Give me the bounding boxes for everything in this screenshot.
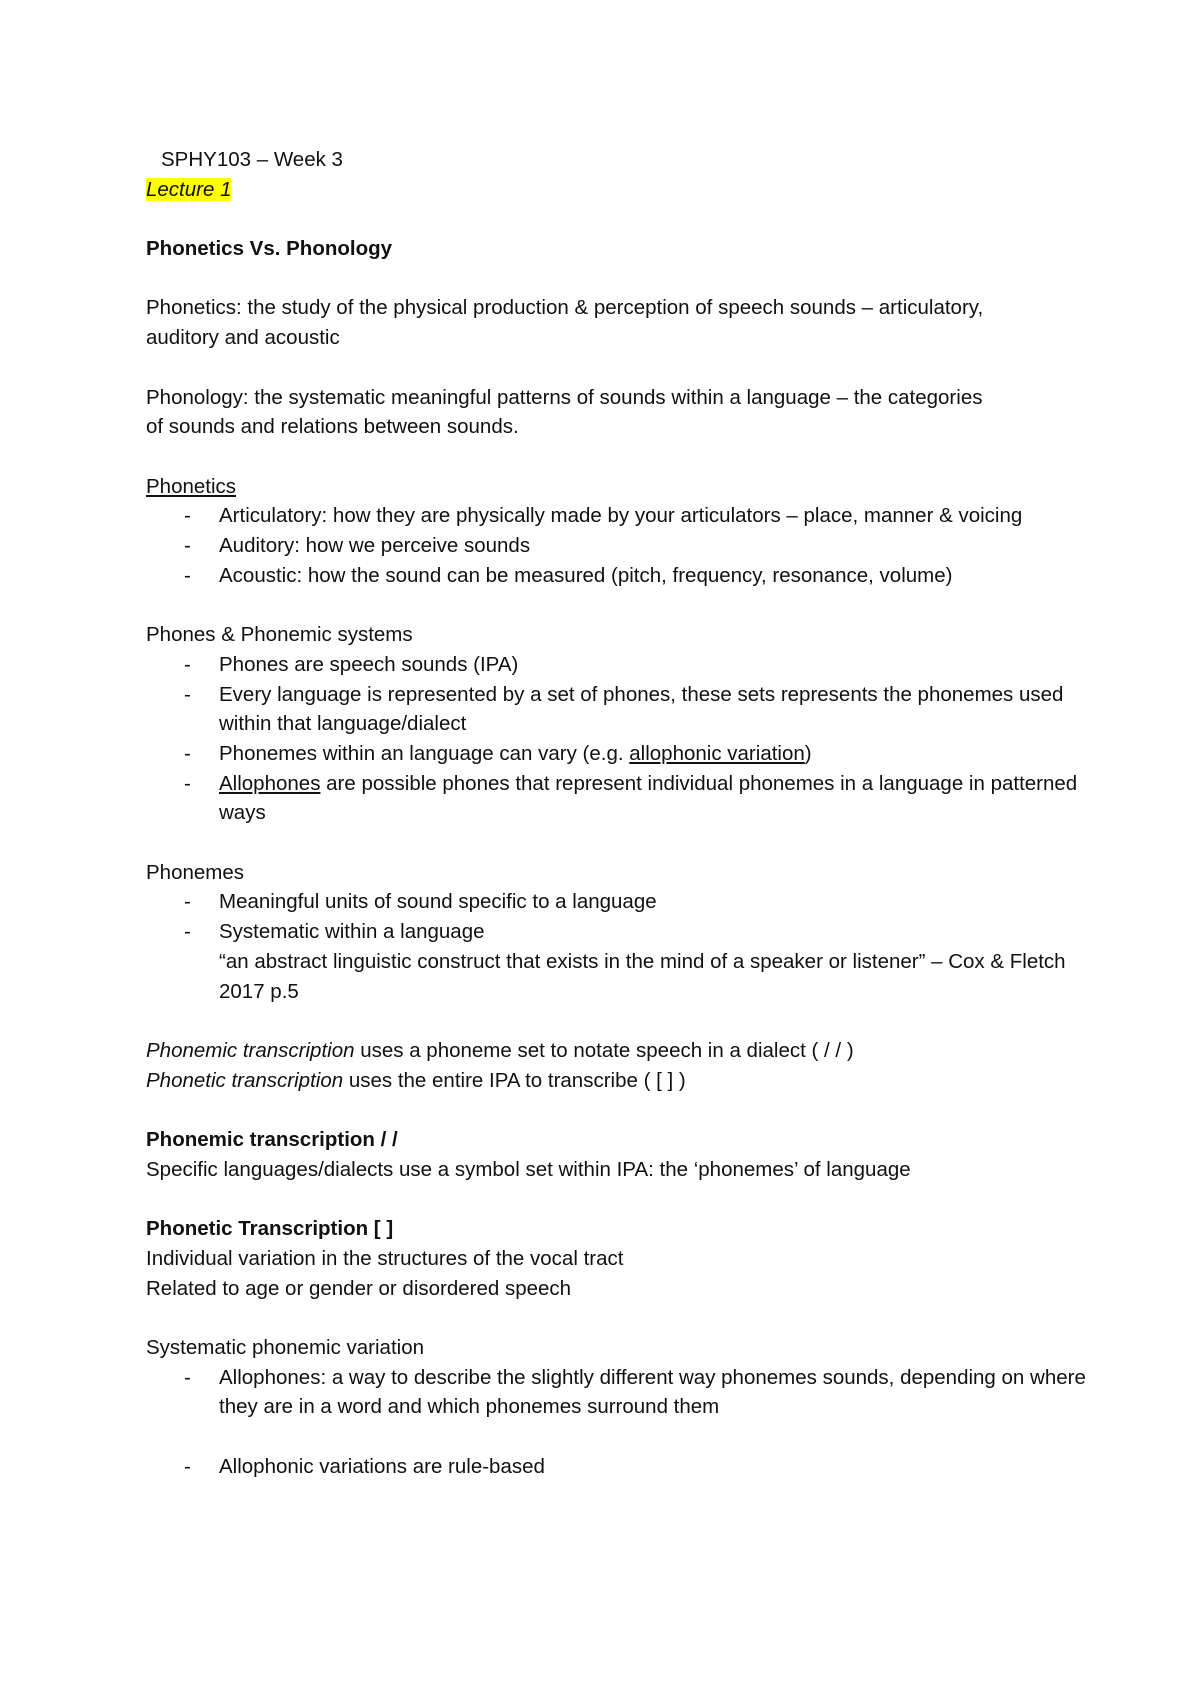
phonemic-term: Phonemic transcription [146,1038,355,1062]
phonemes-quote: “an abstract linguistic construct that exists in the mind of a speaker or listener” – Cox & Fletch 2017 p.5 [219,949,1066,1003]
phonemic-section-body: Specific languages/dialects use a symbol set within IPA: the ‘phonemes’ of language [146,1157,911,1181]
item-text: are possible phones that represent individual phonemes in a language in patterned ways [219,771,1078,825]
item-text: Phonemes within an language can vary (e.g. [219,741,630,765]
section-title-phonetics-vs-phonology: Phonetics Vs. Phonology [146,237,393,261]
phones-list [146,650,1086,828]
item-text: ) [804,741,812,765]
phonology-definition: Phonology: the systematic meaningful patterns of sounds within a language – the categories [146,385,983,409]
allophones-term: Allophones [219,771,321,795]
lecture-label: Lecture 1 [146,177,232,201]
phonetic-section-line: Related to age or gender or disordered speech [146,1276,572,1300]
list-item: - Articulatory: how they are physically made by your articulators – place, manner & voicing [146,501,1086,531]
list-item: - Allophonic variations are rule-based [146,1452,1086,1482]
list-item: - Systematic within a language [146,917,1086,947]
list-item: - Phones are speech sounds (IPA) [146,650,1086,680]
phonemes-heading: Phonemes [146,860,245,884]
phonetics-heading: Phonetics [146,474,237,498]
phonetics-definition: Phonetics: the study of the physical production & perception of speech sounds – articulatory, [146,296,984,320]
list-item: - Every language is represented by a set of phones, these sets represents the phonemes used within that language/dialect [146,680,1086,739]
phonemic-rest: uses a phoneme set to notate speech in a dialect ( / / ) [354,1038,854,1062]
course-title: SPHY103 – Week 3 [161,148,343,171]
phonetic-rest: uses the entire IPA to transcribe ( [ ] ) [343,1068,686,1092]
document-page [146,145,1086,1481]
phonetic-section-line: Individual variation in the structures of the vocal tract [146,1246,624,1270]
phonemic-section-title: Phonemic transcription / / [146,1128,398,1152]
allophonic-variation-term: allophonic variation [629,741,805,765]
phonemic-transcription-line [146,1036,1086,1066]
phonemes-list [146,887,1086,946]
list-item: - Allophones: a way to describe the slightly different way phonemes sounds, depending on where they are in a word and which phonemes surround them [146,1363,1086,1422]
list-item: - Auditory: how we perceive sounds [146,531,1086,561]
phonology-definition-cont: of sounds and relations between sounds. [146,415,519,439]
phonetics-list [146,501,1086,590]
phonetic-transcription-line [146,1066,1086,1096]
list-item: - Meaningful units of sound specific to a language [146,887,1086,917]
phonetics-definition-cont: auditory and acoustic [146,326,340,350]
list-item: - Acoustic: how the sound can be measured (pitch, frequency, resonance, volume) [146,561,1086,591]
systematic-heading: Systematic phonemic variation [146,1335,425,1359]
phonetic-term: Phonetic transcription [146,1068,344,1092]
systematic-list [146,1363,1086,1482]
list-item [146,739,1086,769]
phonetic-section-title: Phonetic Transcription [ ] [146,1217,394,1241]
list-spacer [146,1422,1086,1452]
phones-heading: Phones & Phonemic systems [146,623,413,647]
list-item [146,769,1086,828]
